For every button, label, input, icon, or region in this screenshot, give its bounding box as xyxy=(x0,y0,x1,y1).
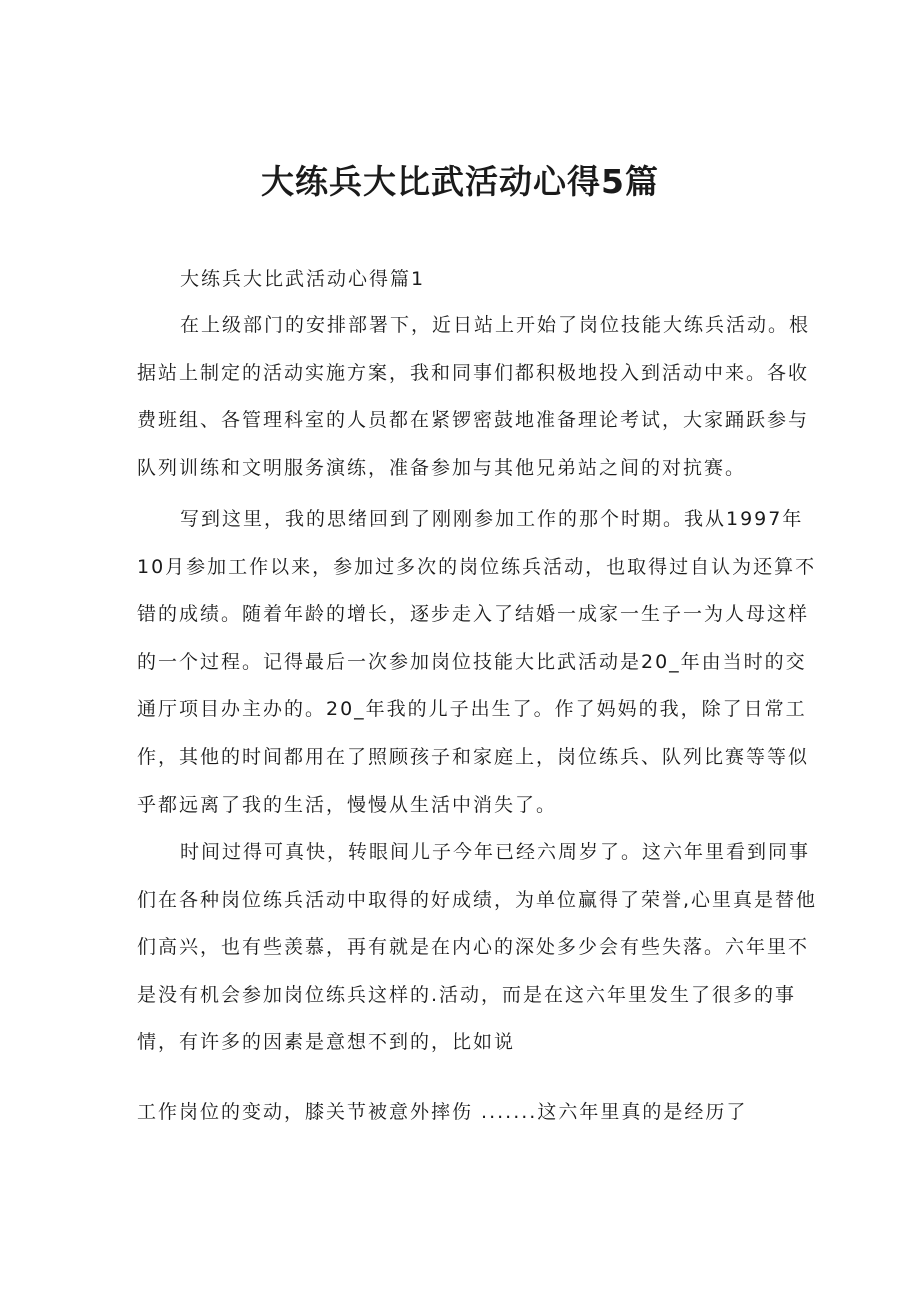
section-heading xyxy=(137,256,797,304)
text-line: 错的成绩。随着年龄的增长，逐步走入了结婚一成家一生子一为人母这样 xyxy=(137,603,810,626)
paragraph-2 xyxy=(137,496,817,829)
text-line: 费班组、各管理科室的人员都在紧锣密鼓地准备理论考试，大家踊跃参与 xyxy=(137,409,810,432)
text-line: 写到这里，我的思绪回到了刚刚参加工作的那个时期。我从1997年 xyxy=(180,508,804,530)
text-line: 们高兴，也有些羡慕，再有就是在内心的深处多少会有些失落。六年里不 xyxy=(137,936,810,959)
document-title: 大练兵大比武活动心得5篇 xyxy=(261,162,659,201)
text-line: 在上级部门的安排部署下，近日站上开始了岗位技能大练兵活动。根 xyxy=(180,314,811,336)
paragraph-3 xyxy=(137,829,818,1067)
text-line: 队列训练和文明服务演练，准备参加与其他兄弟站之间的对抗赛。 xyxy=(137,456,747,479)
section-heading-text: 大练兵大比武活动心得篇1 xyxy=(180,268,426,290)
text-line: 是没有机会参加岗位练兵这样的.活动，而是在这六年里发生了很多的事 xyxy=(137,983,797,1006)
paragraph-continuation xyxy=(137,1089,797,1137)
text-line: 乎都远离了我的生活，慢慢从生活中消失了。 xyxy=(137,793,558,816)
paragraph-1 xyxy=(137,302,811,492)
text-line: 工作岗位的变动，膝关节被意外摔伤 .......这六年里真的是经历了 xyxy=(137,1101,748,1123)
text-line: 的一个过程。记得最后一次参加岗位技能大比武活动是20_年由当时的交 xyxy=(137,650,807,673)
text-line: 10月参加工作以来，参加过多次的岗位练兵活动，也取得过自认为还算不 xyxy=(137,555,817,578)
text-line: 作，其他的时间都用在了照顾孩子和家庭上，岗位练兵、队列比赛等等似 xyxy=(137,745,810,768)
text-line: 据站上制定的活动实施方案，我和同事们都积极地投入到活动中来。各收 xyxy=(137,361,810,384)
text-line: 情，有许多的因素是意想不到的，比如说 xyxy=(137,1031,516,1054)
text-line: 们在各种岗位练兵活动中取得的好成绩，为单位赢得了荣誉,心里真是替他 xyxy=(137,888,818,911)
text-line: 时间过得可真快，转眼间儿子今年已经六周岁了。这六年里看到同事 xyxy=(180,841,811,863)
text-line: 通厅项目办主办的。20_年我的儿子出生了。作了妈妈的我，除了日常工 xyxy=(137,698,807,721)
